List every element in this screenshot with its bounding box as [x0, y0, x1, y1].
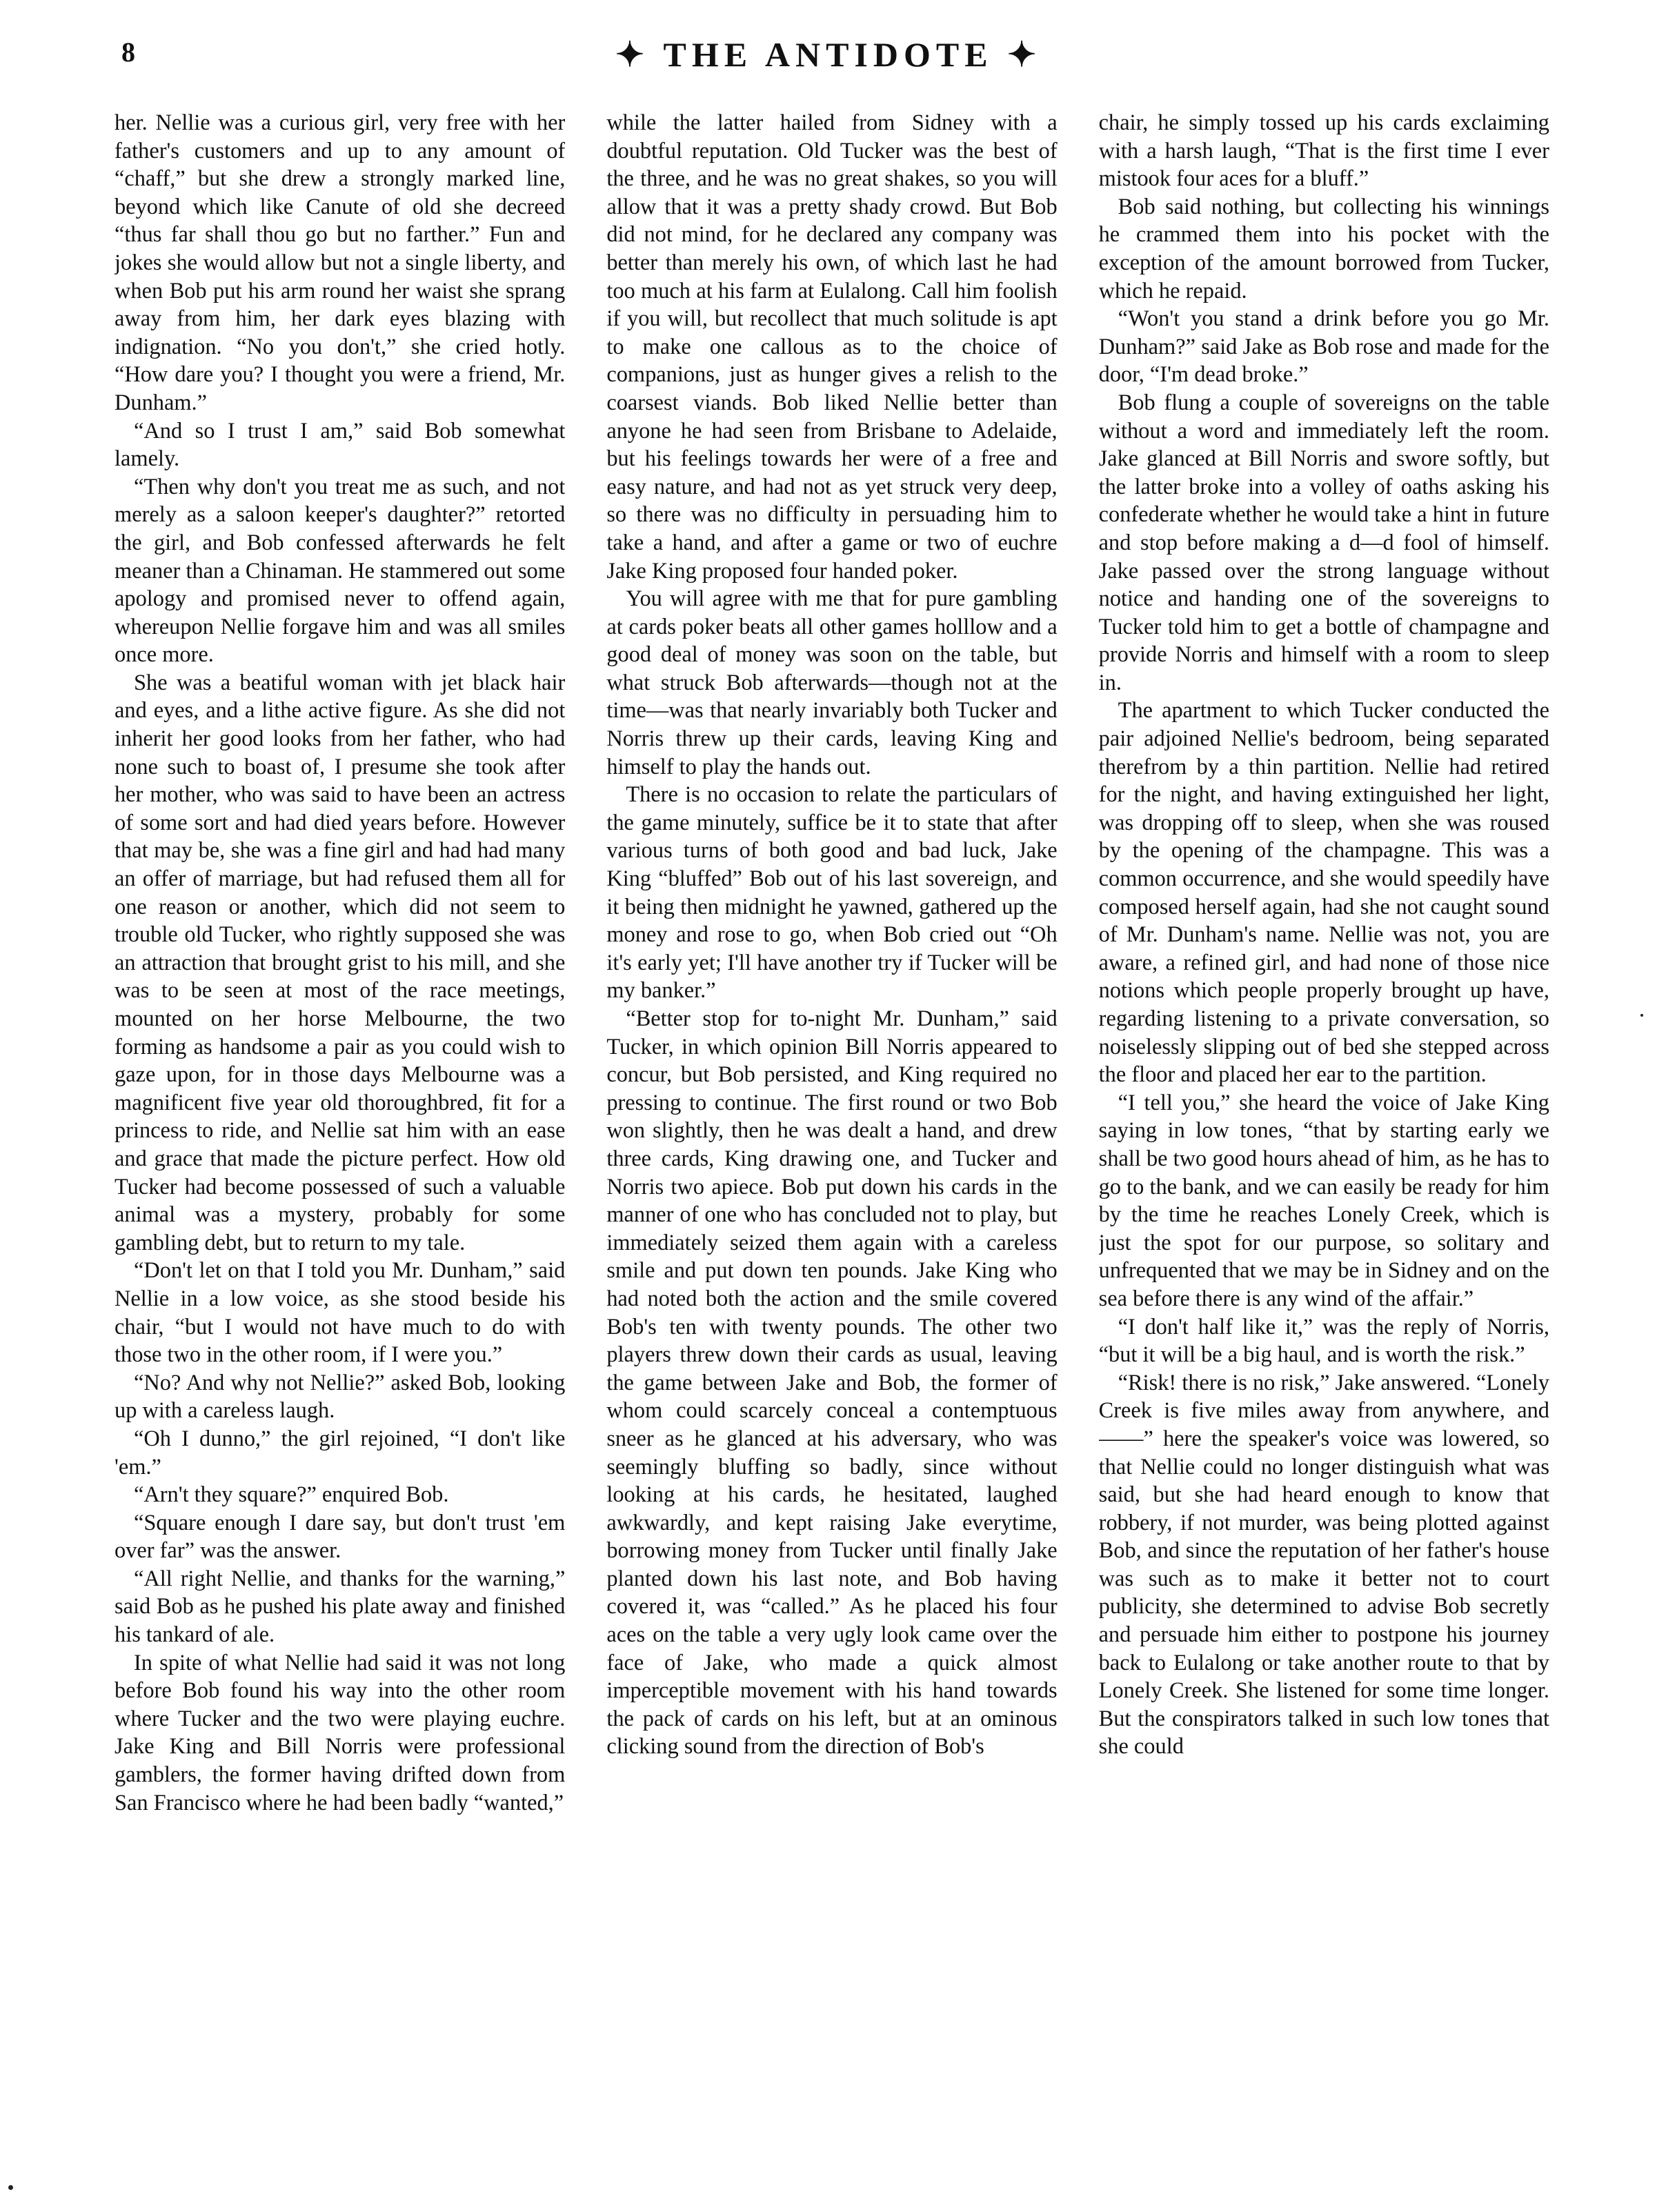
ornament-left: ✦	[615, 35, 650, 74]
page-number: 8	[121, 37, 135, 68]
paragraph: “And so I trust I am,” said Bob somewhat lamely.	[115, 418, 566, 472]
ornament-right: ✦	[1007, 35, 1042, 74]
paragraph: “Then why don't you treat me as such, and not merely as a saloon keeper's daughter?” retorted the girl, and Bob confessed afterwards he felt meaner than a Chinaman. He stammered out some apology and promised never to offend again, whereupon Nellie forgave him and was all smiles once more.	[115, 474, 566, 668]
paragraph: “Don't let on that I told you Mr. Dunham,” said Nellie in a low voice, as she stood beside his chair, “but I would not have much to do with those two in the other room, if I were you.”	[115, 1258, 566, 1368]
paragraph: Bob flung a couple of sovereigns on the table without a word and immediately left the room. Jake glanced at Bill Norris and swore softly, but the latter broke into a volley of oaths asking his confederate whether he would take a hint in future and stop before making a d—d fool of himself. Jake passed over the strong language without notice and handing one of the sovereigns to Tucker told him to get a bottle of champagne and provide Norris and himself with a room to sleep in.	[1098, 390, 1549, 695]
paragraph: You will agree with me that for pure gambling at cards poker beats all other games holllow and a good deal of money was soon on the table, but what struck Bob afterwards—though not at the time—was that nearly invariably both Tucker and Norris threw up their cards, leaving King and himself to play the hands out.	[606, 586, 1058, 779]
column-3	[1099, 109, 1549, 2178]
paragraph: “Arn't they square?” enquired Bob.	[134, 1482, 449, 1508]
paragraph: “Won't you stand a drink before you go Mr. Dunham?” said Jake as Bob rose and made for the door, “I'm dead broke.”	[1098, 306, 1549, 388]
paragraph: her. Nellie was a curious girl, very free with her father's customers and up to any amount of “chaff,” but she drew a strongly marked line, beyond which like Canute of old she decreed “thus far shall thou go but no farther.” Fun and jokes she would allow but not a single liberty, and when Bob put his arm round her waist she sprang away from him, her dark eyes blazing with indignation. “No you don't,” she cried hotly. “How dare you? I thought you were a friend, Mr. Dunham.”	[115, 110, 566, 415]
paragraph: “Oh I dunno,” the girl rejoined, “I don't like 'em.”	[115, 1426, 566, 1479]
paragraph: “All right Nellie, and thanks for the warning,” said Bob as he pushed his plate away and finished his tankard of ale.	[115, 1566, 566, 1648]
column-1	[115, 109, 565, 2178]
paragraph: “Risk! there is no risk,” Jake answered. “Lonely Creek is five miles away from anywhere, and ——” here the speaker's voice was lowered, so that Nellie could no longer distinguish what was said, but she had heard enough to know that robbery, if not murder, was being plotted against Bob, and since the reputation of her father's house was such as to make it better not to court publicity, she determined to advise Bob secretly and persuade him either to postpone his journey back to Eulalong or take another route to that by Lonely Creek. She listened for some time longer. But the conspirators talked in such low tones that she could	[1098, 1370, 1549, 1760]
paragraph: The apartment to which Tucker conducted the pair adjoined Nellie's bedroom, being separated therefrom by a thin partition. Nellie had retired for the night, and having extinguished her light, was dropping off to sleep, when she was roused by the opening of the champagne. This was a common occurrence, and she would speedily have composed herself again, had she not caught sound of Mr. Dunham's name. Nellie was not, you are aware, a refined girl, and had none of those nice notions which people properly brought up have, regarding listening to a private conversation, so noiselessly slipping out of bed she stepped across the floor and placed her ear to the partition.	[1098, 698, 1549, 1088]
print-speck	[1640, 1014, 1643, 1017]
paragraph: “I tell you,” she heard the voice of Jake King saying in low tones, “that by starting early we shall be two good hours ahead of him, as he has to go to the bank, and we can easily be ready for him by the time he reaches Lonely Creek, which is just the spot for our purpose, so solitary and unfrequented that we may be in Sidney and on the sea before there is any wind of the affair.”	[1098, 1090, 1549, 1311]
paragraph: Bob said nothing, but collecting his winnings he crammed them into his pocket with the exception of the amount borrowed from Tucker, which he repaid.	[1098, 194, 1549, 303]
column-2	[606, 109, 1057, 2178]
paragraph: In spite of what Nellie had said it was not long before Bob found his way into the other room where Tucker and the two were playing euchre. Jake King and Bill Norris were professional gamblers, the former having drifted down from San Francisco where he had been badly “wanted,”	[115, 1650, 566, 1815]
publication-title: THE ANTIDOTE	[663, 35, 993, 74]
masthead	[0, 34, 1657, 74]
paragraph: There is no occasion to relate the particulars of the game minutely, suffice be it to state that after various turns of both good and bad luck, Jake King “bluffed” Bob out of his last sovereign, and it being then midnight he yawned, gathered up the money and rose to go, when Bob cried out “Oh it's early yet; I'll have another try if Tucker will be my banker.”	[606, 782, 1058, 1004]
paragraph: “I don't half like it,” was the reply of Norris, “but it will be a big haul, and is worth the risk.”	[1098, 1314, 1549, 1368]
paragraph: She was a beatiful woman with jet black hair and eyes, and a lithe active figure. As she did not inherit her good looks from her father, who had none such to boast of, I presume she took after her mother, who was said to have been an actress of some sort and had died years before. However that may be, she was a fine girl and had had many an offer of marriage, but had refused them all for one reason or another, which did not seem to trouble old Tucker, who rightly supposed she was an attraction that brought grist to his mill, and she was to be seen at most of the race meetings, mounted on her horse Melbourne, the two forming as handsome a pair as you could wish to gaze upon, for in those days Melbourne was a magnificent five year old thoroughbred, fit for a princess to ride, and Nellie sat him with an ease and grace that made the picture perfect. How old Tucker had become possessed of such a valuable animal was a mystery, probably for some gambling debt, but to return to my tale.	[115, 670, 566, 1255]
print-speck	[8, 2185, 13, 2190]
paragraph: chair, he simply tossed up his cards exclaiming with a harsh laugh, “That is the first time I ever mistook four aces for a bluff.”	[1098, 110, 1549, 192]
paragraph: “No? And why not Nellie?” asked Bob, looking up with a careless laugh.	[115, 1370, 566, 1424]
paragraph: while the latter hailed from Sidney with a doubtful reputation. Old Tucker was the best of the three, and he was no great shakes, so you will allow that it was a pretty shady crowd. But Bob did not mind, for he declared any company was better than merely his own, of which last he had too much at his farm at Eulalong. Call him foolish if you will, but recollect that much solitude is apt to make one callous as to the choice of companions, just as hunger gives a relish to the coarsest viands. Bob liked Nellie better than anyone he had seen from Brisbane to Adelaide, but his feelings towards her were of a free and easy nature, and had not as yet struck very deep, so there was no difficulty in persuading him to take a hand, and after a game or two of euchre Jake King proposed four handed poker.	[606, 110, 1058, 584]
paragraph: “Square enough I dare say, but don't trust 'em over far” was the answer.	[115, 1510, 566, 1564]
article-columns	[115, 109, 1549, 2178]
paragraph: “Better stop for to-night Mr. Dunham,” said Tucker, in which opinion Bill Norris appeared to concur, but Bob persisted, and King required no pressing to continue. The first round or two Bob won slightly, then he was dealt a hand, and drew three cards, King drawing one, and Tucker and Norris two apiece. Bob put down his cards in the manner of one who has concluded not to play, but immediately seized them again with a careless smile and put down ten pounds. Jake King who had noted both the action and the smile covered Bob's ten with twenty pounds. The other two players threw down their cards as usual, leaving the game between Jake and Bob, the former of whom could scarcely conceal a contemptuous sneer as he glanced at his adversary, who was seemingly bluffing so badly, since without looking at his cards, he hesitated, laughed awkwardly, and kept raising Jake everytime, borrowing money from Tucker until finally Jake planted down his last note, and Bob having covered it, was “called.” As he placed his four aces on the table a very ugly look came over the face of Jake, who made a quick almost imperceptible movement with his hand towards the pack of cards on his left, but at an ominous clicking sound from the direction of Bob's	[606, 1006, 1058, 1760]
